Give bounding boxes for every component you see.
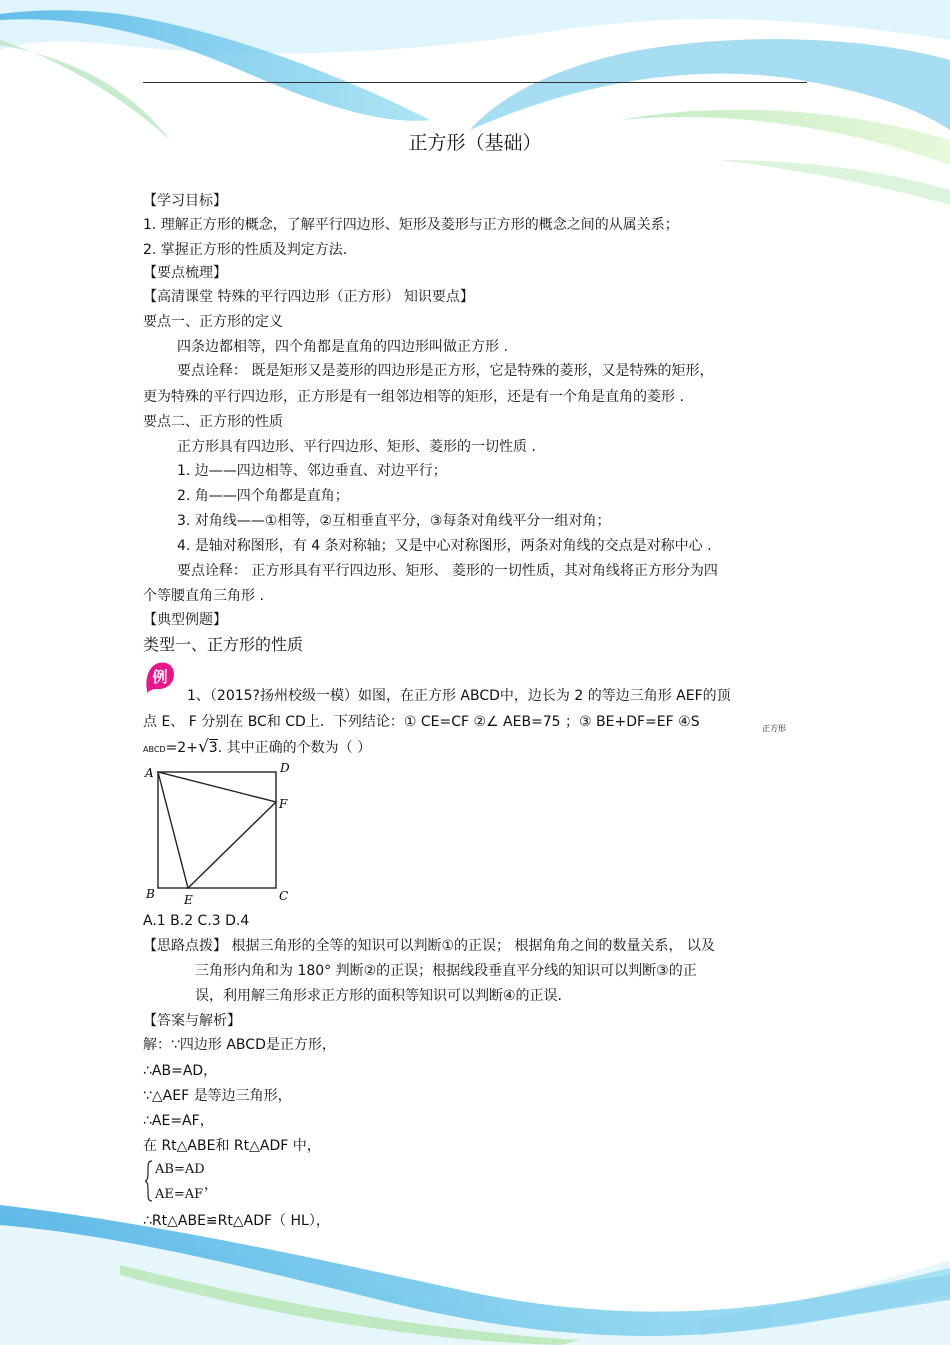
text-line: 三角形内角和为 180° 判断②的正误；根据线段垂直平分线的知识可以判断③的正 <box>195 963 697 979</box>
text-line: 要点诠释： 既是矩形又是菱形的四边形是正方形，它是特殊的菱形，又是特殊的矩形， <box>177 363 714 379</box>
header-rule <box>143 82 807 83</box>
triangle-aef <box>158 772 276 888</box>
text-line: 【高清课堂 特殊的平行四边形（正方形） 知识要点】 <box>143 289 474 305</box>
text-line: 要点一、正方形的定义 <box>143 314 283 330</box>
text-line: 要点诠释： 正方形具有平行四边形、矩形、 菱形的一切性质，其对角线将正方形分为四 <box>177 563 718 579</box>
vertex-label-b: B <box>146 887 155 901</box>
text-line: 4. 是轴对称图形，有 4 条对称轴；又是中心对称图形，两条对角线的交点是对称中心 . <box>177 538 712 554</box>
formula-part: . 其中正确的个数为（ ） <box>217 740 372 756</box>
text-line: 要点二、正方形的性质 <box>143 414 283 430</box>
section-heading: 【学习目标】 <box>143 193 227 209</box>
text-line: 1、（2015?扬州校级一模）如图，在正方形 ABCD中，边长为 2 的等边三角形 AEF的顶 <box>187 688 731 704</box>
subscript-text: 正方形 <box>762 724 786 733</box>
answer-options: A.1 B.2 C.3 D.4 <box>143 913 250 929</box>
text-line: 解：∵四边形 ABCD是正方形， <box>143 1037 336 1053</box>
example-badge <box>144 660 176 694</box>
text-line: 1. 边——四边相等、邻边垂直、对边平行； <box>177 463 447 479</box>
text-line: 误，利用解三角形求正方形的面积等知识可以判断④的正误. <box>195 988 562 1004</box>
example-badge-label: 例 <box>152 668 168 686</box>
equation-line: AB=AD <box>155 1162 205 1177</box>
section-heading: 【要点梳理】 <box>143 265 227 281</box>
text-line: ∴Rt△ABE≌Rt△ADF（ HL）， <box>143 1213 330 1229</box>
section-heading: 【典型例题】 <box>143 612 227 628</box>
text-line <box>143 738 371 759</box>
section-heading: 【答案与解析】 <box>143 1013 241 1029</box>
square-abcd <box>158 772 276 888</box>
text-line: 正方形具有四边形、平行四边形、矩形、菱形的一切性质 . <box>177 439 536 455</box>
punctuation: ， <box>204 1177 218 1193</box>
text-line: 2. 角——四个角都是直角； <box>177 488 349 504</box>
text-line: 四条边都相等，四个角都是直角的四边形叫做正方形 . <box>177 339 508 355</box>
text-line: ∵△AEF 是等边三角形， <box>143 1088 292 1104</box>
text-line: 点 E、 F 分别在 BC和 CD上．下列结论：① CE=CF ②∠ AEB=75 ；③ BE+DF=EF ④S <box>143 714 700 730</box>
vertex-label-a: A <box>145 766 154 780</box>
text-line: 3. 对角线——①相等，②互相垂直平分，③每条对角线平分一组对角； <box>177 513 611 529</box>
text-line: ∴AE=AF， <box>143 1113 214 1129</box>
subscript-text: ABCD <box>143 745 166 754</box>
text-line: 2. 掌握正方形的性质及判定方法. <box>143 242 348 258</box>
text-line: 1. 理解正方形的概念，了解平行四边形、矩形及菱形与正方形的概念之间的从属关系； <box>143 217 679 233</box>
vertex-label-f: F <box>279 797 288 811</box>
text-line: ∴AB=AD， <box>143 1063 218 1079</box>
formula-part: =2+ <box>165 740 198 756</box>
vertex-label-e: E <box>184 893 193 907</box>
subsection-heading: 类型一、正方形的性质 <box>143 635 304 654</box>
vertex-label-c: C <box>279 889 289 903</box>
page-title: 正方形（基础） <box>408 132 542 154</box>
equation-line: AE=AF <box>155 1187 204 1202</box>
text-line: 【思路点拨】 根据三角形的全等的知识可以判断①的正误； 根据角角之间的数量关系， 以及 <box>143 938 715 954</box>
square-diagram <box>140 760 300 910</box>
text-line: 个等腰直角三角形 . <box>143 588 264 604</box>
brace-symbol <box>145 1160 153 1202</box>
text-line: 更为特殊的平行四边形，正方形是有一组邻边相等的矩形，还是有一个角是直角的菱形 . <box>143 389 684 405</box>
vertex-label-d: D <box>280 761 290 775</box>
text-line: 在 Rt△ABE和 Rt△ADF 中， <box>143 1138 321 1154</box>
formula-part: 3 <box>208 740 218 756</box>
sqrt-sign: √ <box>197 737 209 757</box>
